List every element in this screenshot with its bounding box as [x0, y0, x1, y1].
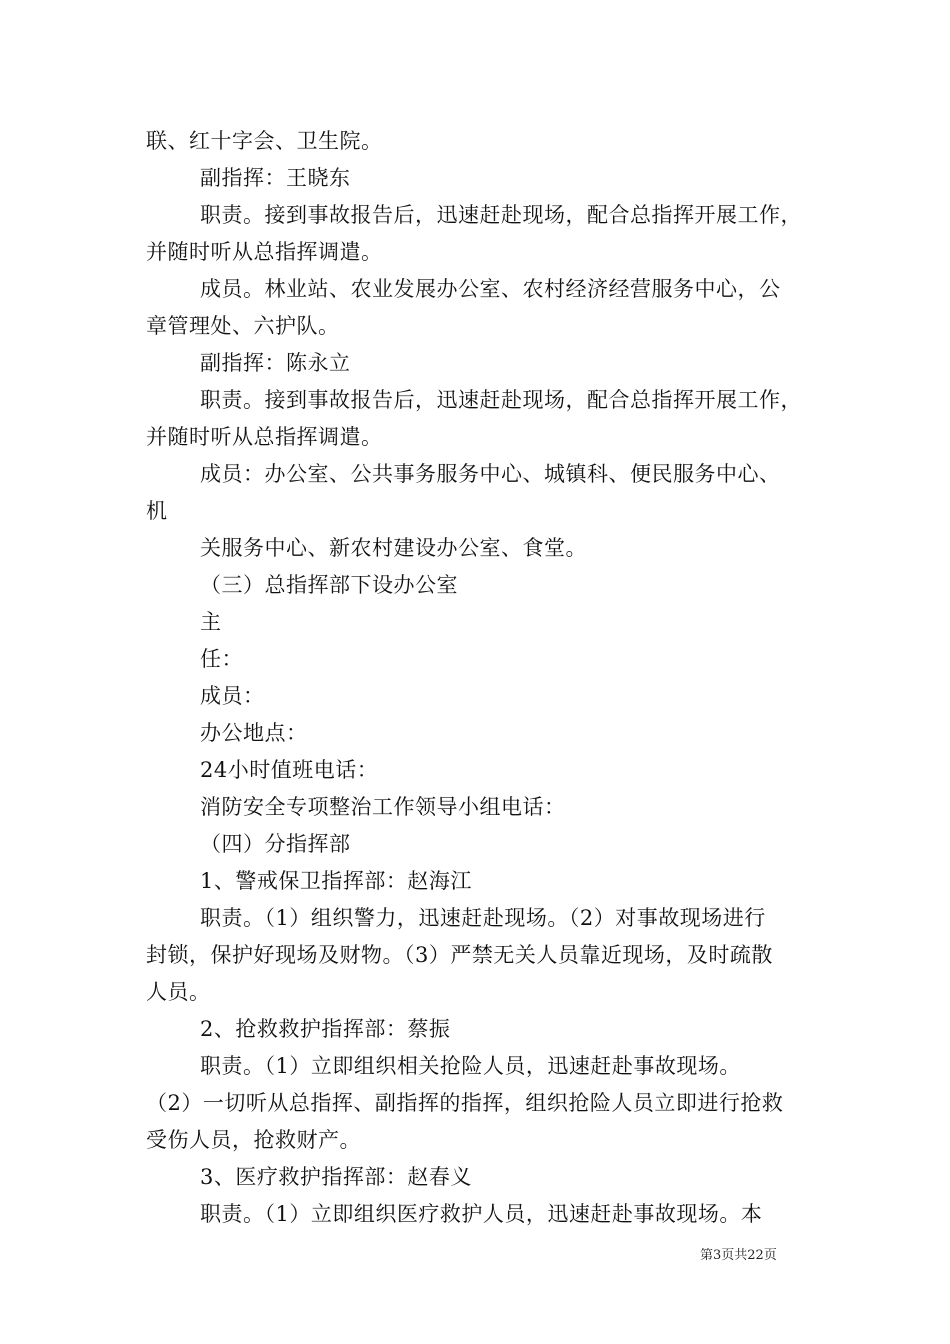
text-line: 机	[146, 499, 168, 523]
text-line: 关服务中心、新农村建设办公室、食堂。	[200, 536, 587, 560]
text-line: 24小时值班电话：	[200, 758, 379, 782]
text-line: 封锁，保护好现场及财物。（3）严禁无关人员靠近现场，及时疏散	[146, 943, 773, 967]
text-line: （四）分指挥部	[200, 832, 351, 856]
text-line: 职责。（1）立即组织医疗救护人员，迅速赶赴事故现场。本	[200, 1202, 763, 1226]
text-line: 2、抢救救护指挥部：蔡振	[200, 1017, 451, 1041]
text-line: 副指挥：王晓东	[200, 166, 351, 190]
text-line: 任：	[200, 647, 243, 671]
text-line: 消防安全专项整治工作领导小组电话：	[200, 795, 566, 819]
text-line: （2）一切听从总指挥、副指挥的指挥，组织抢险人员立即进行抢救	[146, 1091, 784, 1115]
text-line: 主	[200, 610, 222, 634]
text-line: 职责。接到事故报告后，迅速赶赴现场，配合总指挥开展工作，	[200, 203, 802, 227]
text-line: 并随时听从总指挥调遣。	[146, 425, 383, 449]
text-line: 成员：办公室、公共事务服务中心、城镇科、便民服务中心、	[200, 462, 781, 486]
text-line: 人员。	[146, 980, 211, 1004]
text-line: 成员：	[200, 684, 265, 708]
text-line: 成员。林业站、农业发展办公室、农村经济经营服务中心，公	[200, 277, 781, 301]
text-line: （三）总指挥部下设办公室	[200, 573, 458, 597]
text-line: 章管理处、六护队。	[146, 314, 340, 338]
text-line: 3、医疗救护指挥部：赵春义	[200, 1165, 472, 1189]
text-line: 副指挥：陈永立	[200, 351, 351, 375]
text-line: 并随时听从总指挥调遣。	[146, 240, 383, 264]
page-number: 第3页共22页	[700, 1248, 777, 1263]
text-line: 联、红十字会、卫生院。	[146, 129, 383, 153]
text-line: 职责。（1）立即组织相关抢险人员，迅速赶赴事故现场。	[200, 1054, 741, 1078]
text-line: 受伤人员，抢救财产。	[146, 1128, 361, 1152]
text-line: 职责。接到事故报告后，迅速赶赴现场，配合总指挥开展工作，	[200, 388, 802, 412]
text-line: 办公地点：	[200, 721, 308, 745]
text-line: 职责。（1）组织警力，迅速赶赴现场。（2）对事故现场进行	[200, 906, 766, 930]
text-line: 1、警戒保卫指挥部：赵海江	[200, 869, 472, 893]
